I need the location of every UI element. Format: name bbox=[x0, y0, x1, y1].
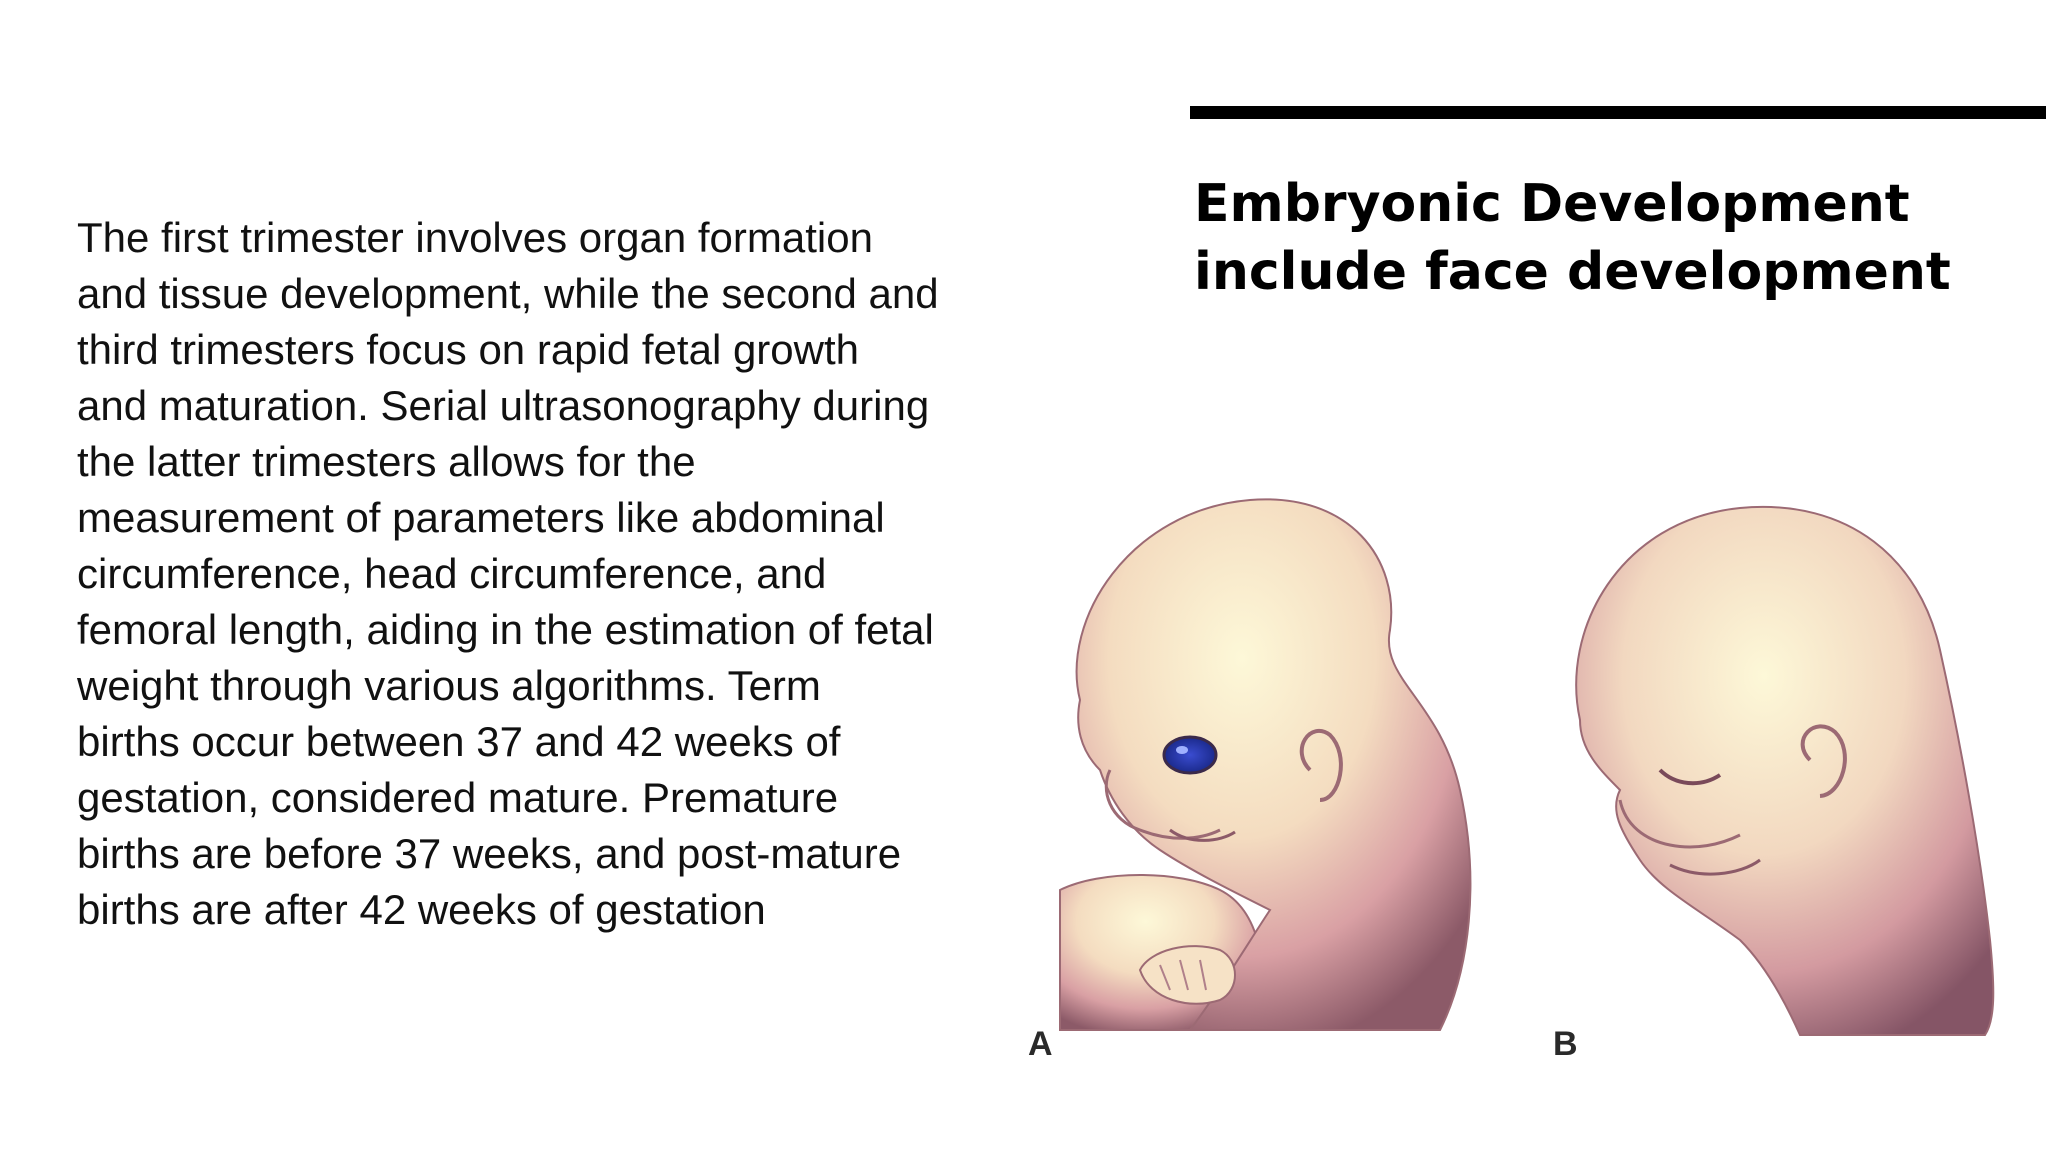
slide-title-line-2: include face development bbox=[1194, 242, 1951, 302]
body-line: and tissue development, while the second and bbox=[77, 270, 939, 317]
body-paragraph bbox=[77, 210, 1077, 938]
body-line: gestation, considered mature. Premature bbox=[77, 774, 839, 821]
body-line: and maturation. Serial ultrasonography during bbox=[77, 382, 930, 429]
panel-label-a: A bbox=[1028, 1025, 1053, 1063]
embryo-figure-svg bbox=[1020, 470, 2020, 1070]
body-line: births occur between 37 and 42 weeks of bbox=[77, 718, 841, 765]
title-rule bbox=[1190, 106, 2046, 119]
body-line: weight through various algorithms. Term bbox=[77, 662, 821, 709]
embryo-illustration bbox=[1020, 470, 2020, 1070]
body-line: measurement of parameters like abdominal bbox=[77, 494, 885, 541]
body-line: third trimesters focus on rapid fetal growth bbox=[77, 326, 860, 373]
body-line: births are before 37 weeks, and post-mature bbox=[77, 830, 902, 877]
body-line: femoral length, aiding in the estimation of fetal bbox=[77, 606, 934, 653]
body-line: circumference, head circumference, and bbox=[77, 550, 827, 597]
body-line: The first trimester involves organ formation bbox=[77, 214, 873, 261]
embryo-b bbox=[1576, 507, 1993, 1035]
embryo-a bbox=[1060, 499, 1470, 1030]
slide-title bbox=[1194, 170, 2014, 306]
body-line: the latter trimesters allows for the bbox=[77, 438, 696, 485]
body-line: births are after 42 weeks of gestation bbox=[77, 886, 766, 933]
slide-title-line-1: Embryonic Development bbox=[1194, 174, 1910, 234]
panel-label-b: B bbox=[1553, 1025, 1578, 1063]
